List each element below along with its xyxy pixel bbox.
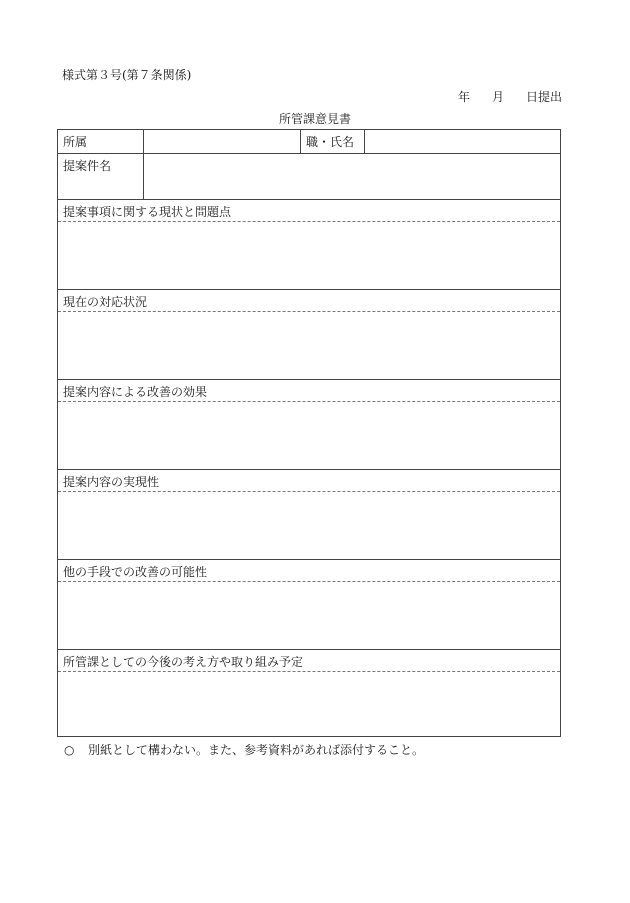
- section-label: 提案内容の実現性: [58, 470, 560, 492]
- section-alternative-means: [58, 559, 560, 649]
- date-year-label: 年: [458, 90, 471, 104]
- proposal-name-row: [58, 153, 560, 199]
- opinion-form-table: [57, 129, 561, 737]
- affiliation-row: [58, 130, 560, 153]
- form-number: 様式第３号(第７条関係): [62, 68, 192, 82]
- affiliation-label: 所属: [58, 130, 144, 153]
- section-text-area[interactable]: [58, 312, 560, 379]
- attachment-note: [64, 741, 424, 758]
- position-name-label: 職・氏名: [301, 130, 365, 153]
- date-month-label: 月: [492, 90, 505, 104]
- section-text-area[interactable]: [58, 492, 560, 559]
- section-improvement-effect: [58, 379, 560, 469]
- section-label: 他の手段での改善の可能性: [58, 560, 560, 582]
- section-label: 現在の対応状況: [58, 290, 560, 312]
- document-title: 所管課意見書: [278, 112, 351, 126]
- section-label: 所管課としての今後の考え方や取り組み予定: [58, 650, 560, 672]
- section-text-area[interactable]: [58, 672, 560, 736]
- section-future-plans: [58, 649, 560, 736]
- section-feasibility: [58, 469, 560, 559]
- section-label: 提案事項に関する現状と問題点: [58, 200, 560, 222]
- note-text: 別紙として構わない。また、参考資料があれば添付すること。: [88, 743, 425, 757]
- section-current-issues: [58, 199, 560, 289]
- proposal-name-field[interactable]: [144, 154, 560, 199]
- proposal-name-label: 提案件名: [58, 154, 144, 199]
- affiliation-field[interactable]: [144, 130, 301, 153]
- section-current-response: [58, 289, 560, 379]
- section-text-area[interactable]: [58, 402, 560, 469]
- section-label: 提案内容による改善の効果: [58, 380, 560, 402]
- section-text-area[interactable]: [58, 222, 560, 289]
- note-bullet: ○: [64, 743, 75, 757]
- section-text-area[interactable]: [58, 582, 560, 649]
- date-day-submit-label: 日提出: [526, 90, 563, 104]
- submission-date-line: [458, 88, 562, 105]
- position-name-field[interactable]: [365, 130, 560, 153]
